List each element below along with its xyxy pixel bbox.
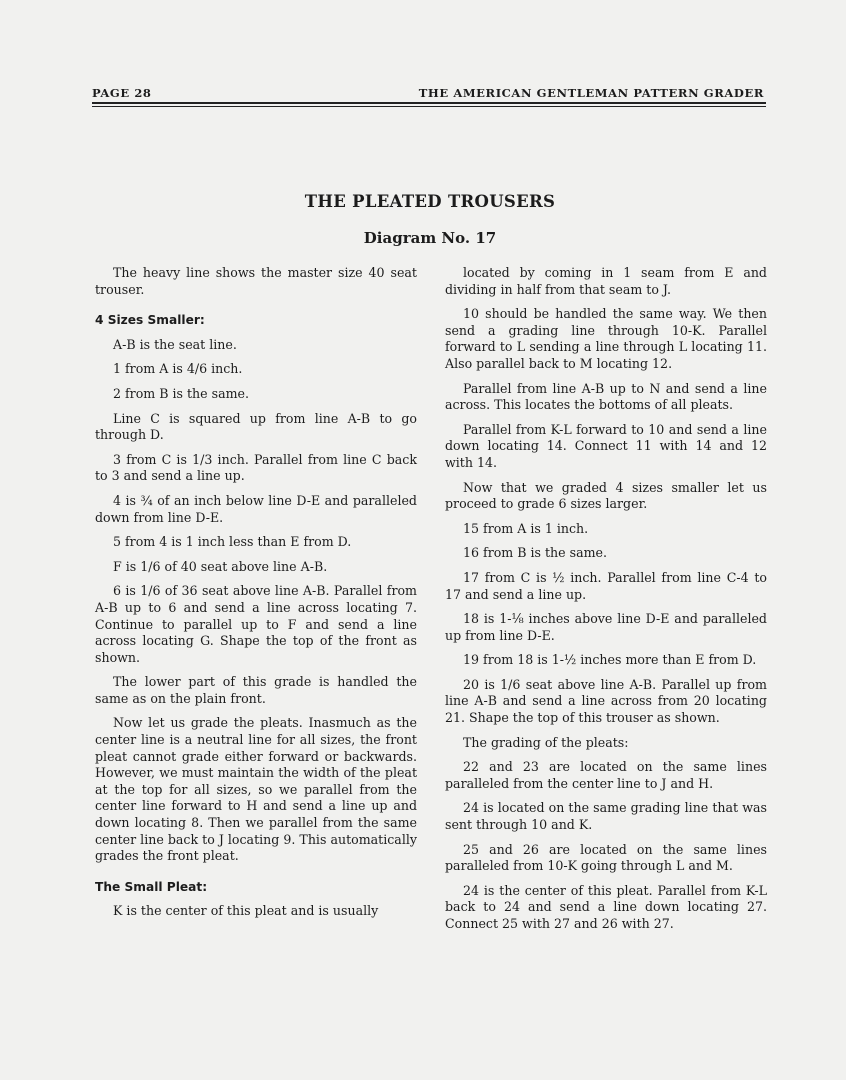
paragraph: 10 should be handled the same way. We then send a grading line through 10-K. Parallel forward to L sending a line through L locating 11. Also parallel back to M locating 12. [445, 306, 767, 371]
paragraph: F is 1/6 of 40 seat above line A-B. [113, 558, 328, 574]
paragraph: located by coming in 1 seam from E and dividing in half from that seam to J. [445, 265, 767, 297]
paragraph: 24 is located on the same grading line that was sent through 10 and K. [445, 800, 767, 833]
paragraph: 22 and 23 are located on the same lines paralleled from the center line to J and H. [445, 759, 767, 791]
paragraph: The grading of the pleats: [463, 734, 629, 750]
paragraph: 19 from 18 is 1-½ inches more than E from D. [463, 652, 757, 668]
paragraph: 6 is 1/6 of 36 seat above line A-B. Parallel from A-B up to 6 and send a line across locating 7. Continue to parallel up to F and send a line across locating G. Shape the top of the front as shown. [95, 583, 417, 665]
paragraph: 1 from A is 4/6 inch. [113, 361, 243, 377]
paragraph: 17 from C is ½ inch. Parallel from line C-4 to 17 and send a line up. [445, 569, 767, 602]
paragraph: 2 from B is the same. [113, 385, 249, 401]
paragraph: The lower part of this grade is handled the same as on the plain front. [95, 674, 417, 706]
paragraph: Line C is squared up from line A-B to go through D. [95, 410, 417, 443]
paragraph: K is the center of this pleat and is usually [113, 903, 379, 919]
paragraph: Parallel from K-L forward to 10 and send a line down locating 14. Connect 11 with 14 and 12 with 14. [445, 421, 767, 470]
paragraph: A-B is the seat line. [113, 336, 237, 352]
section-heading: The Small Pleat: [95, 879, 208, 894]
running-title: THE AMERICAN GENTLEMAN PATTERN GRADER [418, 86, 764, 100]
paragraph: 3 from C is 1/3 inch. Parallel from line C back to 3 and send a line up. [95, 451, 417, 484]
paragraph: 24 is the center of this pleat. Parallel from K-L back to 24 and send a line down locating 27. Connect 25 with 27 and 26 with 27. [445, 882, 767, 931]
paragraph: 20 is 1/6 seat above line A-B. Parallel up from line A-B and send a line across from 20 locating 21. Shape the top of this trouser as shown. [445, 676, 767, 726]
paragraph: 15 from A is 1 inch. [463, 520, 589, 536]
paragraph: 18 is 1-⅛ inches above line D-E and paralleled up from line D-E. [445, 611, 767, 643]
paragraph: 16 from B is the same. [463, 545, 607, 561]
left-column [95, 265, 417, 928]
page-title: THE PLEATED TROUSERS [304, 192, 556, 211]
header-rule-bottom [92, 106, 766, 107]
page-number: PAGE 28 [92, 86, 152, 100]
paragraph: 25 and 26 are located on the same lines paralleled from 10-K going through L and M. [445, 841, 767, 874]
paragraph: The heavy line shows the master size 40 seat trouser. [95, 265, 417, 297]
paragraph: Now let us grade the pleats. Inasmuch as the center line is a neutral line for all sizes, the front pleat cannot grade either forward or backwards. However, we must maintain the width of the pleat at the top for all sizes, so we parallel from the center line forward to H and send a line up and down locating 8. Then we parallel from the same center line back to J locating 9. This automatically grades the front pleat. [95, 715, 417, 864]
page-header [92, 86, 764, 100]
paragraph: 5 from 4 is 1 inch less than E from D. [113, 534, 352, 550]
paragraph: Now that we graded 4 sizes smaller let us proceed to grade 6 sizes larger. [445, 479, 767, 512]
section-heading: 4 Sizes Smaller: [95, 313, 205, 328]
paragraph: 4 is ¾ of an inch below line D-E and paralleled down from line D-E. [95, 492, 417, 525]
right-column [445, 265, 767, 941]
paragraph: Parallel from line A-B up to N and send a line across. This locates the bottoms of all pleats. [445, 380, 767, 413]
header-rule-top [92, 102, 766, 104]
diagram-subtitle: Diagram No. 17 [363, 229, 497, 247]
